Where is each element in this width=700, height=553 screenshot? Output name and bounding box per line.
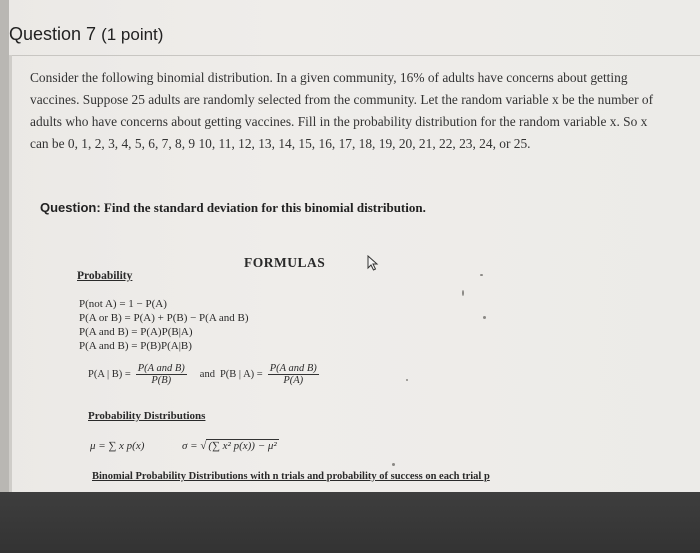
cond-right-fraction	[268, 363, 319, 386]
probability-heading: Probability	[77, 270, 133, 282]
cond-left-denominator: P(B)	[151, 375, 172, 386]
question-prompt-label: Question:	[40, 200, 101, 215]
distributions-heading: Probability Distributions	[88, 410, 206, 422]
paper-speck	[392, 463, 395, 466]
cond-right-denominator: P(A)	[283, 375, 304, 386]
paper-speck	[406, 379, 408, 381]
cond-left-numerator: P(A and B)	[137, 363, 185, 374]
bottom-dark-region	[0, 492, 700, 553]
title-divider	[12, 55, 700, 56]
conditional-formulas	[88, 363, 319, 386]
cond-right-numerator: P(A and B)	[269, 363, 317, 374]
paper-speck	[483, 316, 486, 319]
sqrt-symbol: √	[200, 440, 207, 452]
rule-not: P(not A) = 1 − P(A)	[79, 298, 167, 310]
question-number: Question 7	[9, 24, 97, 44]
probability-rules	[79, 297, 249, 353]
sd-formula	[182, 440, 279, 452]
cond-right-lhs: P(B | A) =	[219, 369, 263, 380]
mean-formula: μ = ∑ x p(x)	[90, 440, 145, 452]
formulas-title: FORMULAS	[244, 255, 326, 270]
question-title	[9, 24, 163, 45]
question-prompt-text: Find the standard deviation for this binomial distribution.	[103, 200, 426, 215]
rule-and-b-given-a: P(A and B) = P(A)P(B|A)	[79, 326, 193, 338]
left-accent-bar	[0, 0, 9, 553]
left-accent-strip	[9, 55, 12, 515]
cond-left-fraction	[136, 363, 187, 386]
question-points: (1 point)	[101, 25, 164, 44]
sd-radicand: (∑ x² p(x)) − μ²	[208, 440, 277, 452]
paper-speck	[480, 274, 483, 276]
paper-speck	[462, 290, 464, 296]
mouse-pointer-icon	[366, 255, 380, 271]
binomial-heading: Binomial Probability Distributions with n trials and probability of success on each trial p	[92, 471, 490, 482]
sd-lhs: σ =	[182, 440, 198, 452]
rule-and-a-given-b: P(A and B) = P(B)P(A|B)	[79, 340, 192, 352]
question-body: Consider the following binomial distribution. In a given community, 16% of adults have concerns about getting vaccines. Suppose 25 adults are randomly selected from the community. Let the random variable x be the number of adults who have concerns about getting vaccines. Fill in the probability distribution for the random variable x. So x can be 0, 1, 2, 3, 4, 5, 6, 7, 8, 9 10, 11, 12, 13, 14, 15, 16, 17, 18, 19, 20, 21, 22, 23, 24, or 25.	[30, 70, 654, 151]
rule-or: P(A or B) = P(A) + P(B) − P(A and B)	[79, 312, 249, 324]
question-prompt	[40, 200, 426, 216]
cond-joiner: and	[199, 369, 215, 380]
cond-left-lhs: P(A | B) =	[88, 369, 131, 380]
